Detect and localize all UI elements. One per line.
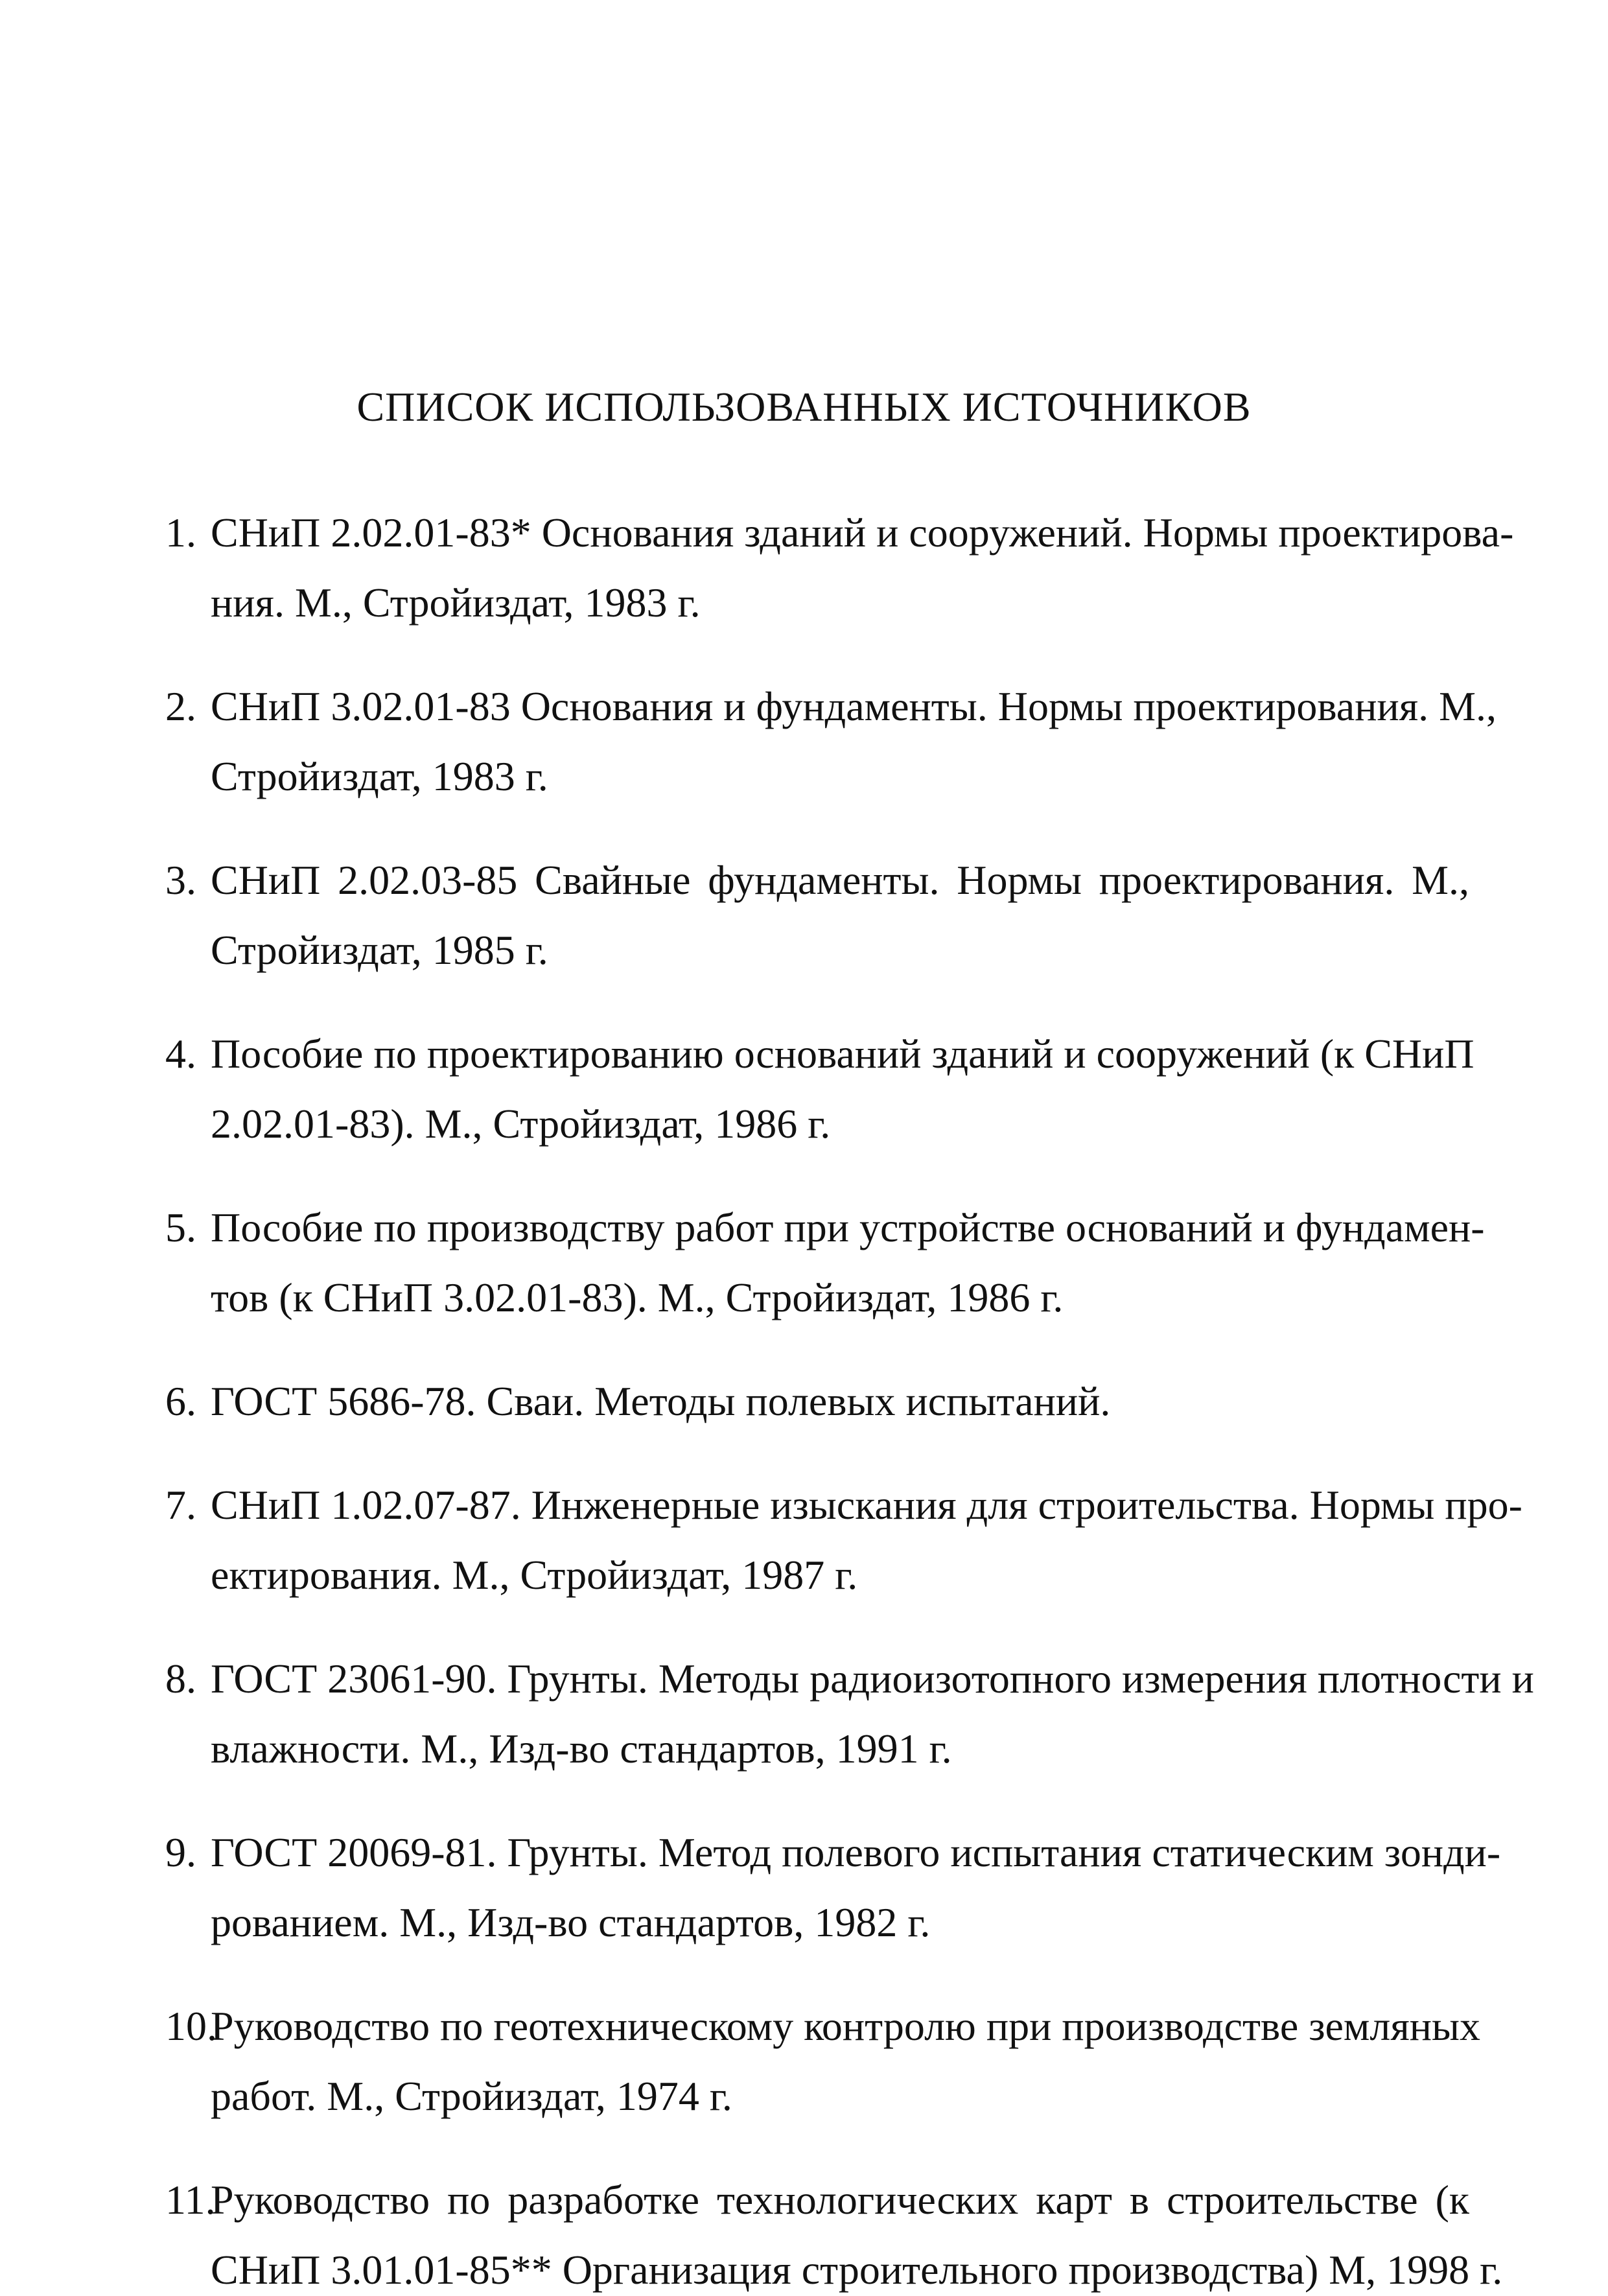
reference-number: 8. [165,1656,196,1702]
reference-number: 7. [165,1482,196,1528]
reference-number: 5. [165,1204,196,1250]
reference-number: 3. [165,857,196,903]
reference-text-line: Пособие по проектированию оснований зданий и сооружений (к СНиП [211,1031,1474,1077]
reference-text-line: СНиП 2.02.03-85 Свайные фундаменты. Нормы проектирования. М., [211,857,1469,903]
reference-text-line: СНиП 2.02.01-83* Основания зданий и сооружений. Нормы проектирова- [211,510,1514,556]
reference-text-line: ния. М., Стройиздат, 1983 г. [211,580,701,626]
reference-text-line: ГОСТ 5686-78. Сваи. Методы полевых испытаний. [211,1378,1111,1424]
page-title: СПИСОК ИСПОЛЬЗОВАННЫХ ИСТОЧНИКОВ [356,384,1252,430]
reference-text-line: Стройиздат, 1983 г. [211,753,548,799]
reference-number: 9. [165,1829,196,1875]
reference-number: 10. [165,2003,217,2049]
reference-text-line: ектирования. М., Стройиздат, 1987 г. [211,1552,858,1598]
reference-number: 2. [165,683,196,729]
reference-number: 6. [165,1378,196,1424]
reference-number: 11. [165,2177,216,2223]
reference-text-line: влажности. М., Изд-во стандартов, 1991 г. [211,1726,952,1772]
reference-number: 4. [165,1031,196,1077]
reference-text-line: СНиП 3.02.01-83 Основания и фундаменты. Нормы проектирования. М., [211,683,1497,729]
reference-text-line: Стройиздат, 1985 г. [211,927,548,973]
reference-number: 1. [165,510,196,556]
reference-text-line: рованием. М., Изд-во стандартов, 1982 г. [211,1899,931,1945]
reference-text-line: Руководство по разработке технологических карт в строительстве (к [211,2177,1469,2223]
reference-text-line: Руководство по геотехническому контролю при производстве земляных [211,2003,1481,2049]
reference-text-line: ГОСТ 20069-81. Грунты. Метод полевого испытания статическим зонди- [211,1829,1501,1875]
reference-text-line: работ. М., Стройиздат, 1974 г. [211,2073,732,2119]
reference-text-line: СНиП 3.01.01-85** Организация строительного производства) М, 1998 г. [211,2247,1503,2293]
reference-text-line: ГОСТ 23061-90. Грунты. Методы радиоизотопного измерения плотности и [211,1656,1534,1702]
reference-text-line: 2.02.01-83). М., Стройиздат, 1986 г. [211,1101,831,1147]
reference-text-line: Пособие по производству работ при устройстве оснований и фундамен- [211,1204,1485,1250]
reference-text-line: тов (к СНиП 3.02.01-83). М., Стройиздат, 1986 г. [211,1274,1064,1320]
reference-text-line: СНиП 1.02.07-87. Инженерные изыскания для строительства. Нормы про- [211,1482,1522,1528]
